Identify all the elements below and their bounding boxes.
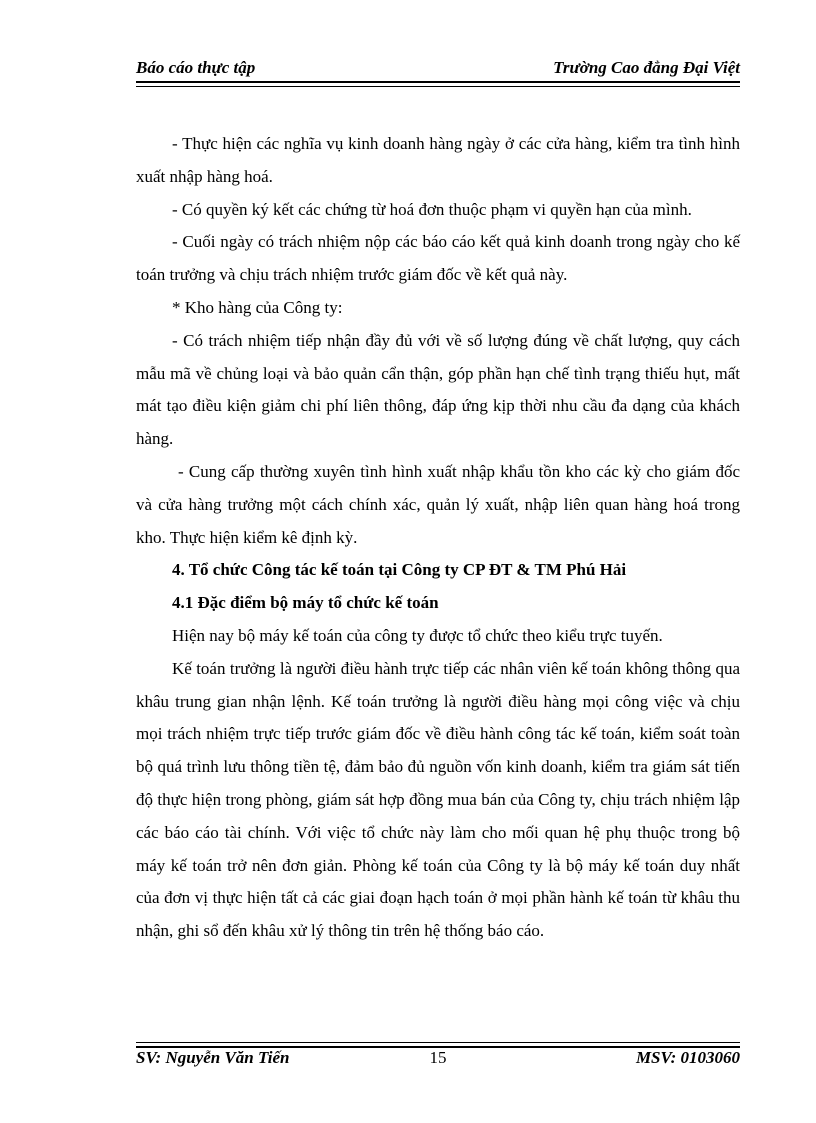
footer-student-id: MSV: 0103060 (635, 1048, 740, 1067)
paragraph-warehouse-duties: - Có trách nhiệm tiếp nhận đầy đủ với về số lượng đúng về chất lượng, quy cách mẫu mã về chủng loại và bảo quản cẩn thận, góp phần hạn chế tình trạng thiếu hụt, mất mát tạo điều kiện giảm chi phí liên thông, đáp ứng kịp thời nhu cầu đa dạng của khách hàng. (136, 330, 740, 449)
subsection-heading-accounting-structure: 4.1 Đặc điểm bộ máy tổ chức kế toán (172, 593, 439, 613)
header-report-title: Báo cáo thực tập (136, 58, 256, 77)
page-header (136, 58, 740, 82)
section-heading-accounting: 4. Tổ chức Công tác kế toán tại Công ty CP ĐT & TM Phú Hải (172, 560, 627, 580)
header-divider (136, 81, 740, 87)
paragraph-warehouse-heading: * Kho hàng của Công ty: (172, 297, 343, 317)
paragraph-end-of-day-report: - Cuối ngày có trách nhiệm nộp các báo cáo kết quả kinh doanh trong ngày cho kế toán trưởng và chịu trách nhiệm trước giám đốc về kết quả này. (136, 232, 740, 285)
paragraph-chief-accountant: Kế toán trưởng là người điều hành trực tiếp các nhân viên kế toán không thông qua khâu trung gian nhận lệnh. Kế toán trưởng là người điều hàng mọi công việc và chịu mọi trách nhiệm trực tiếp trước giám đốc về điều hành công tác kế toán, kiểm soát toàn bộ quá trình lưu thông tiền tệ, đảm bảo đủ nguồn vốn kinh doanh, kiểm tra giám sát tiến độ thực hiện trong phòng, giám sát hợp đồng mua bán của Công ty, chịu trách nhiệm lập các báo cáo tài chính. Với việc tổ chức này làm cho mối quan hệ phụ thuộc trong bộ máy kế toán trở nên đơn giản. Phòng kế toán của Công ty là bộ máy kế toán duy nhất của đơn vị thực hiện tất cả các giai đoạn hạch toán ở mọi phần hành kế toán từ khâu thu nhận, ghi sổ đến khâu xử lý thông tin trên hệ thống báo cáo. (136, 658, 740, 941)
paragraph-duty-daily-business: - Thực hiện các nghĩa vụ kinh doanh hàng ngày ở các cửa hàng, kiểm tra tình hình xuất nhập hàng hoá. (136, 134, 740, 186)
footer-student-name: SV: Nguyễn Văn Tiến (136, 1048, 290, 1067)
document-body (136, 128, 740, 948)
paragraph-inventory-supply: - Cung cấp thường xuyên tình hình xuất nhập khẩu tồn kho các kỳ cho giám đốc và cửa hàng trưởng một cách chính xác, quản lý xuất, nhập liên quan hàng hoá trong kho. Thực hiện kiểm kê định kỳ. (136, 461, 740, 547)
header-school-name: Trường Cao đẳng Đại Việt (553, 58, 740, 77)
paragraph-signing-authority: - Có quyền ký kết các chứng từ hoá đơn thuộc phạm vi quyền hạn của mình. (172, 199, 692, 219)
paragraph-current-structure: Hiện nay bộ máy kế toán của công ty được tổ chức theo kiểu trực tuyến. (172, 625, 663, 645)
page-footer (136, 1048, 740, 1072)
page-number: 15 (429, 1048, 447, 1067)
